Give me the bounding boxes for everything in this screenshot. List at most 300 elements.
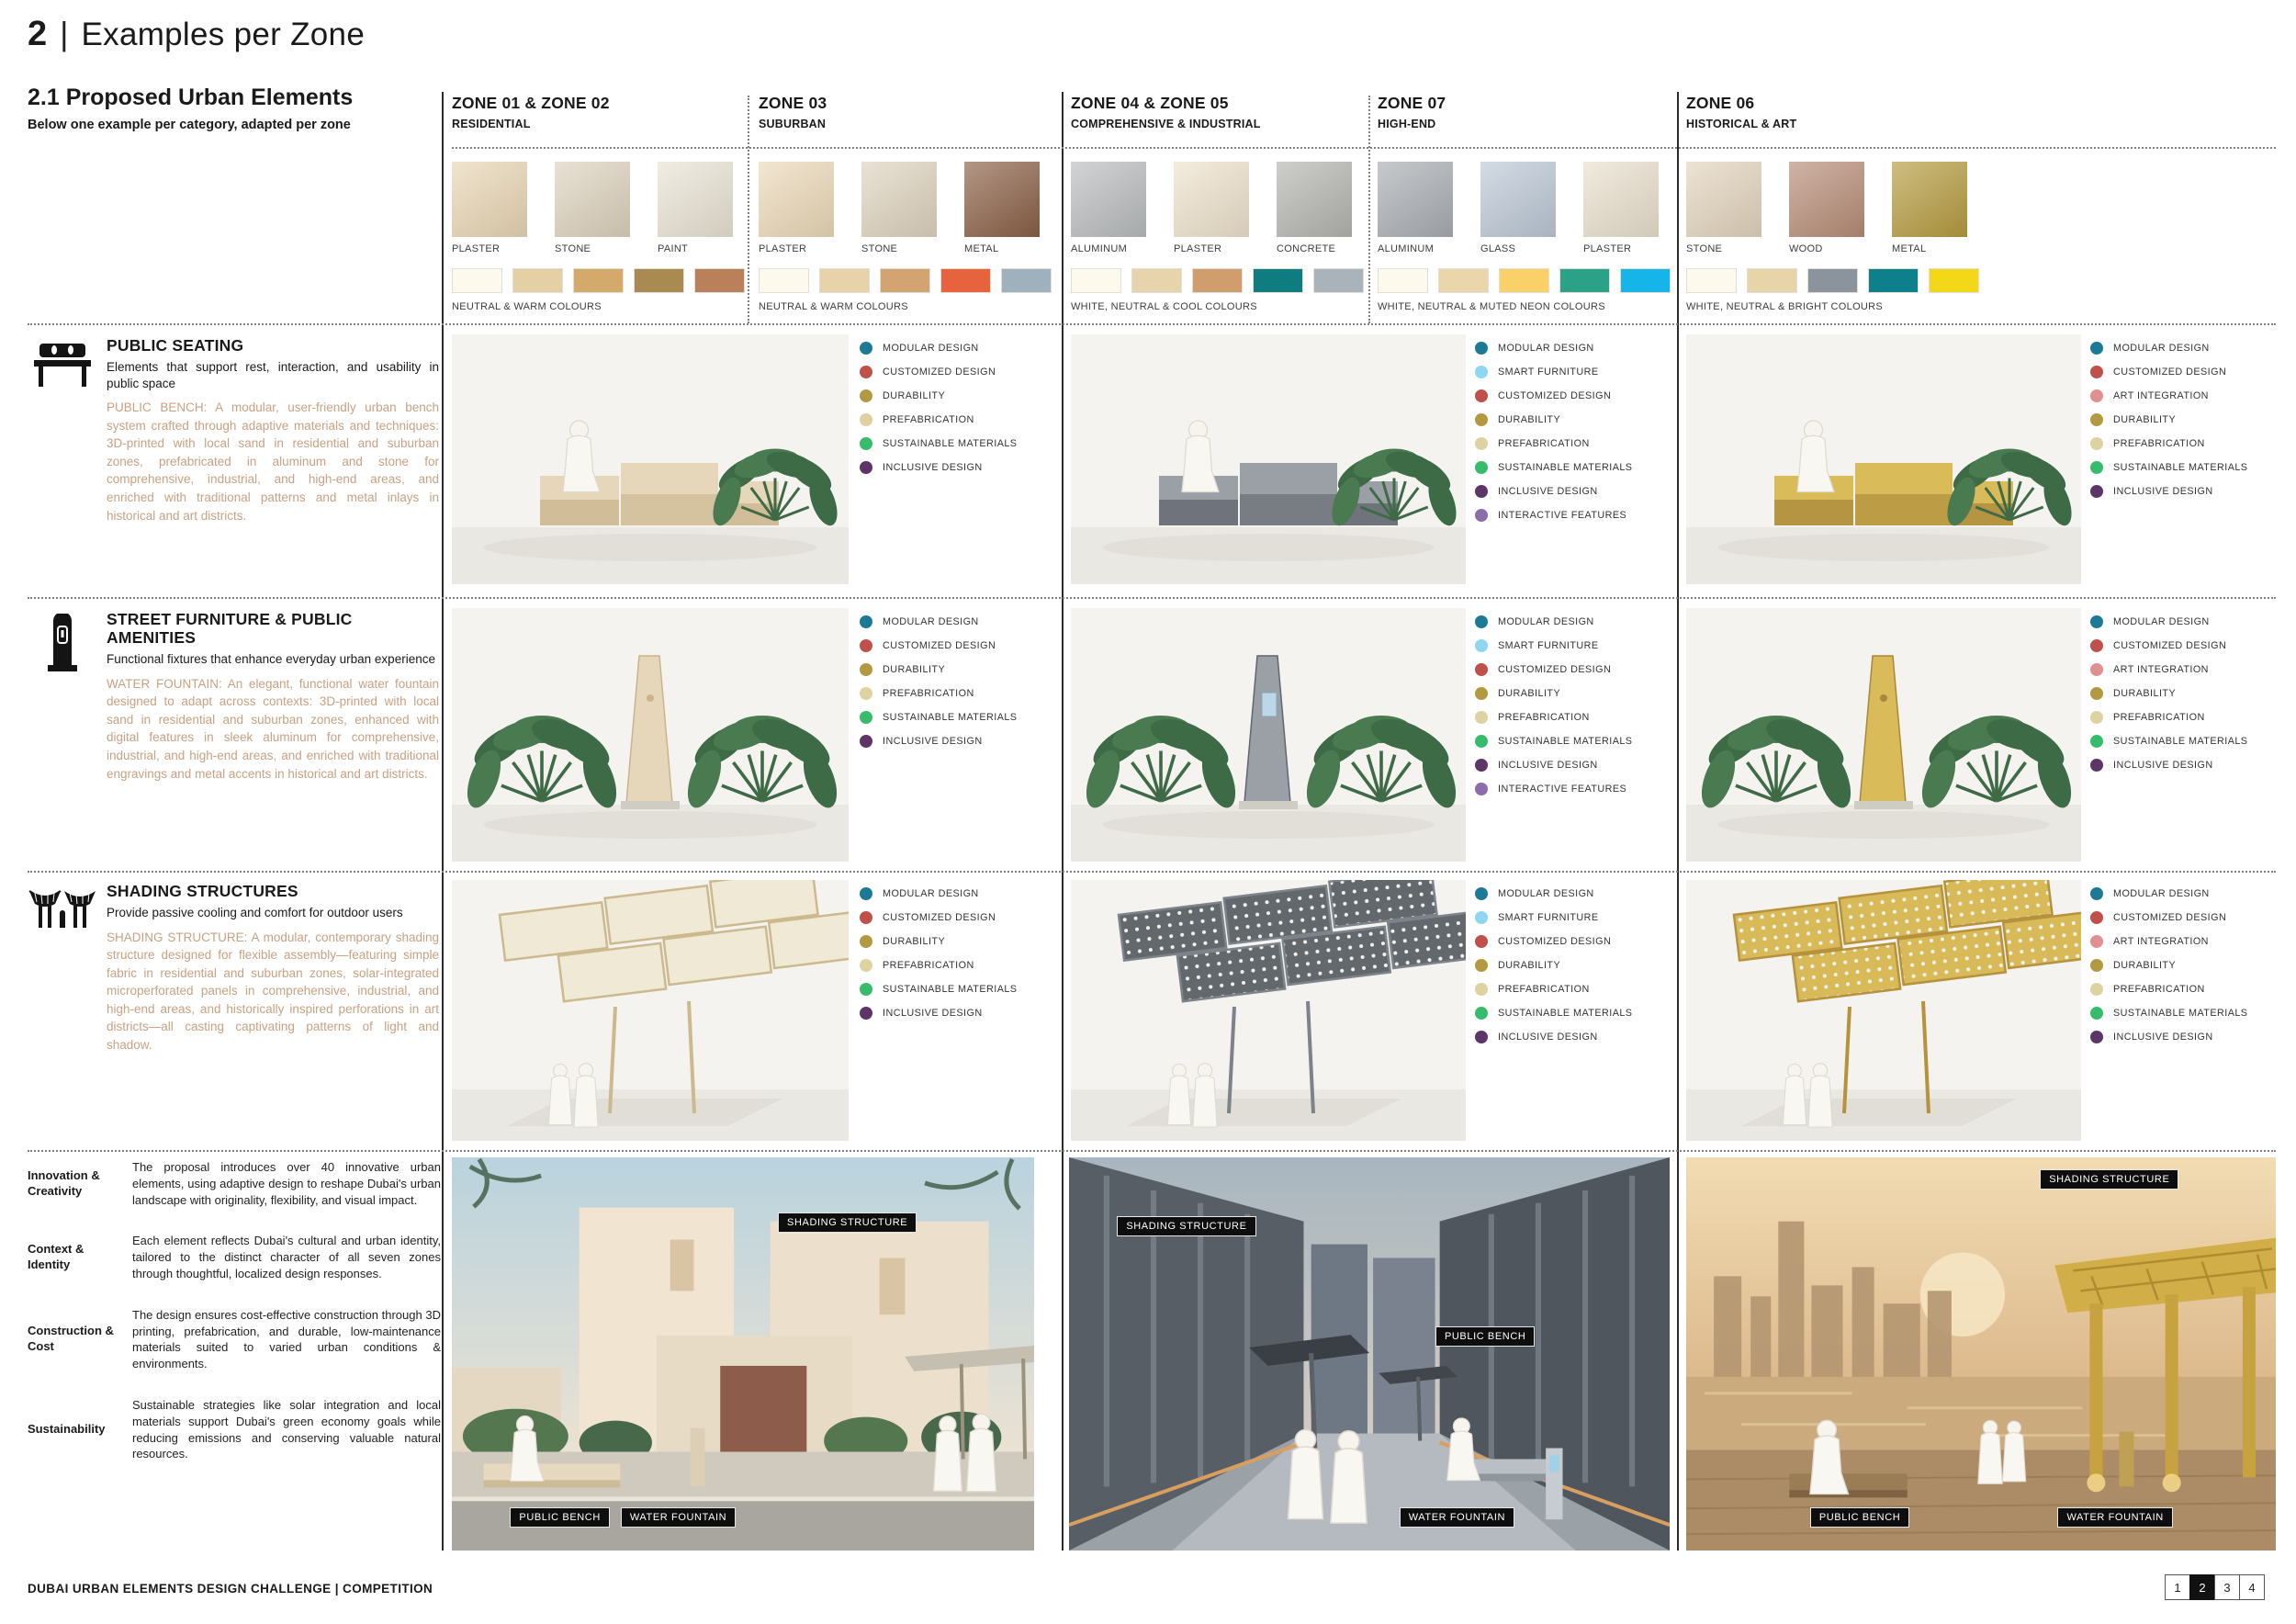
legend-label: SUSTAINABLE MATERIALS — [883, 984, 1018, 995]
legend-label: PREFABRICATION — [883, 688, 974, 699]
feature-legend — [1475, 342, 1686, 522]
legend-item — [1475, 509, 1686, 522]
legend-label: MODULAR DESIGN — [1498, 888, 1594, 899]
legend-label: SUSTAINABLE MATERIALS — [1498, 1008, 1633, 1019]
criteria-label: Sustainability — [28, 1422, 106, 1437]
legend-dot-icon — [1475, 615, 1488, 628]
legend-item — [1475, 1031, 1686, 1043]
legend-dot-icon — [860, 366, 872, 378]
legend-dot-icon — [2090, 935, 2103, 948]
zone-subtitle: SUBURBAN — [759, 118, 827, 130]
element-callout-label: PUBLIC BENCH — [1810, 1507, 1910, 1528]
criteria-item — [28, 1233, 441, 1281]
legend-dot-icon — [2090, 485, 2103, 498]
colour-palette — [759, 268, 1052, 293]
legend-item — [1475, 615, 1686, 628]
legend-dot-icon — [1475, 366, 1488, 378]
legend-label: PREFABRICATION — [1498, 712, 1590, 723]
legend-label: INCLUSIVE DESIGN — [2113, 760, 2213, 771]
criteria-label: Innovation & Creativity — [28, 1167, 100, 1198]
legend-dot-icon — [860, 687, 872, 700]
category-title: STREET FURNITURE & PUBLIC AMENITIES — [107, 610, 353, 648]
example-photo — [1686, 608, 2081, 862]
legend-item — [860, 366, 1071, 378]
legend-dot-icon — [1475, 1031, 1488, 1043]
category-block — [28, 610, 439, 783]
legend-label: DURABILITY — [2113, 414, 2177, 425]
criteria-item — [28, 1397, 441, 1462]
legend-dot-icon — [2090, 911, 2103, 924]
legend-item — [2090, 663, 2296, 676]
material-swatch-item — [1480, 162, 1556, 254]
vertical-divider — [1062, 92, 1064, 1551]
legend-label: ART INTEGRATION — [2113, 936, 2209, 947]
legend-item — [2090, 342, 2296, 355]
element-callout-label: WATER FOUNTAIN — [1400, 1507, 1514, 1528]
legend-label: INCLUSIVE DESIGN — [883, 1008, 983, 1019]
legend-label: CUSTOMIZED DESIGN — [1498, 936, 1612, 947]
legend-dot-icon — [2090, 983, 2103, 996]
colour-palette — [452, 268, 746, 293]
legend-label: PREFABRICATION — [883, 960, 974, 971]
palette-colour-chip — [512, 268, 563, 293]
legend-dot-icon — [860, 735, 872, 748]
legend-dot-icon — [1475, 639, 1488, 652]
example-photo — [452, 880, 849, 1141]
legend-label: INTERACTIVE FEATURES — [1498, 784, 1627, 795]
category-body — [107, 882, 439, 1054]
page-number-box[interactable]: 3 — [2214, 1574, 2240, 1600]
legend-label: SMART FURNITURE — [1498, 912, 1599, 923]
legend-item — [2090, 413, 2296, 426]
legend-label: MODULAR DESIGN — [2113, 343, 2210, 354]
material-label: METAL — [1892, 243, 1927, 254]
footer-text: DUBAI URBAN ELEMENTS DESIGN CHALLENGE | COMPETITION — [28, 1582, 433, 1596]
legend-label: CUSTOMIZED DESIGN — [2113, 640, 2227, 651]
legend-label: INCLUSIVE DESIGN — [2113, 486, 2213, 497]
legend-dot-icon — [1475, 389, 1488, 402]
legend-item — [2090, 959, 2296, 972]
legend-dot-icon — [860, 887, 872, 900]
palette-colour-chip — [1131, 268, 1182, 293]
legend-dot-icon — [1475, 911, 1488, 924]
legend-dot-icon — [860, 413, 872, 426]
legend-item — [1475, 437, 1686, 450]
feature-legend — [1475, 887, 1686, 1043]
material-texture-image — [964, 162, 1040, 237]
legend-label: MODULAR DESIGN — [883, 888, 979, 899]
legend-dot-icon — [1475, 509, 1488, 522]
legend-dot-icon — [1475, 935, 1488, 948]
material-texture-image — [658, 162, 733, 237]
legend-dot-icon — [860, 389, 872, 402]
legend-dot-icon — [860, 663, 872, 676]
horizontal-dotted-divider — [28, 597, 2276, 599]
page-number-box[interactable]: 2 — [2189, 1574, 2215, 1600]
legend-label: SUSTAINABLE MATERIALS — [2113, 1008, 2248, 1019]
vertical-dotted-divider — [1368, 96, 1370, 323]
zone-title: ZONE 07 — [1378, 94, 1446, 112]
legend-item — [2090, 437, 2296, 450]
legend-item — [2090, 983, 2296, 996]
colour-palette — [1686, 268, 1980, 293]
legend-item — [2090, 461, 2296, 474]
zone-title: ZONE 01 & ZONE 02 — [452, 94, 610, 112]
horizontal-dotted-divider — [28, 871, 2276, 873]
colour-palette — [1071, 268, 1365, 293]
material-swatch-item — [1071, 162, 1146, 254]
intro-heading: 2.1 Proposed Urban Elements — [28, 85, 354, 110]
legend-item — [860, 735, 1071, 748]
criteria-text: Sustainable strategies like solar integration and local materials support Dubai's green economy goals while reducing emissions and conserving valuable natural resources. — [132, 1397, 441, 1461]
palette-colour-chip — [1253, 268, 1303, 293]
legend-dot-icon — [2090, 1031, 2103, 1043]
legend-label: SUSTAINABLE MATERIALS — [883, 438, 1018, 449]
material-swatch-item — [1378, 162, 1453, 254]
legend-item — [1475, 485, 1686, 498]
legend-item — [1475, 887, 1686, 900]
palette-colour-chip — [819, 268, 870, 293]
legend-item — [860, 711, 1071, 724]
material-label: PAINT — [658, 243, 689, 254]
material-texture-image — [1583, 162, 1659, 237]
material-label: ALUMINUM — [1378, 243, 1435, 254]
legend-label: PREFABRICATION — [2113, 712, 2205, 723]
material-texture-image — [1378, 162, 1453, 237]
legend-item — [1475, 366, 1686, 378]
criteria-text: The proposal introduces over 40 innovative urban elements, using adaptive design to reshape Dubai's urban landscape with originality, flexibility, and visual impact. — [132, 1160, 441, 1207]
palette-colour-chip — [1807, 268, 1858, 293]
material-texture-image — [1480, 162, 1556, 237]
legend-label: PREFABRICATION — [1498, 984, 1590, 995]
legend-dot-icon — [860, 461, 872, 474]
page-number-box[interactable]: 4 — [2239, 1574, 2265, 1600]
page-title-text: Examples per Zone — [81, 17, 366, 52]
material-texture-image — [1277, 162, 1352, 237]
legend-label: CUSTOMIZED DESIGN — [883, 640, 996, 651]
legend-item — [2090, 935, 2296, 948]
legend-label: INCLUSIVE DESIGN — [883, 736, 983, 747]
legend-dot-icon — [1475, 959, 1488, 972]
feature-legend — [860, 342, 1071, 474]
horizontal-dotted-divider — [28, 1150, 2276, 1152]
legend-dot-icon — [2090, 461, 2103, 474]
legend-label: SMART FURNITURE — [1498, 640, 1599, 651]
criteria-text: The design ensures cost-effective construction through 3D printing, prefabrication, and durable, low-maintenance materials suited to varied urban conditions & environments. — [132, 1307, 441, 1371]
legend-dot-icon — [860, 1007, 872, 1020]
legend-dot-icon — [2090, 366, 2103, 378]
material-swatches — [1071, 162, 1365, 254]
legend-item — [860, 413, 1071, 426]
legend-item — [1475, 663, 1686, 676]
legend-item — [1475, 911, 1686, 924]
material-texture-image — [452, 162, 527, 237]
legend-label: MODULAR DESIGN — [1498, 343, 1594, 354]
legend-dot-icon — [1475, 437, 1488, 450]
zone-column — [1378, 94, 1671, 312]
legend-label: MODULAR DESIGN — [883, 616, 979, 627]
legend-dot-icon — [1475, 887, 1488, 900]
palette-label: WHITE, NEUTRAL & MUTED NEON COLOURS — [1378, 301, 1605, 312]
legend-item — [860, 687, 1071, 700]
legend-dot-icon — [1475, 983, 1488, 996]
legend-label: SUSTAINABLE MATERIALS — [2113, 462, 2248, 473]
legend-dot-icon — [2090, 413, 2103, 426]
palette-label: WHITE, NEUTRAL & BRIGHT COLOURS — [1686, 301, 1884, 312]
legend-item — [2090, 615, 2296, 628]
material-label: WOOD — [1789, 243, 1823, 254]
feature-legend — [2090, 887, 2296, 1043]
element-callout-label: SHADING STRUCTURE — [778, 1212, 917, 1233]
legend-dot-icon — [1475, 1007, 1488, 1020]
material-swatch-item — [1789, 162, 1864, 254]
example-photo — [1071, 608, 1466, 862]
palette-colour-chip — [573, 268, 624, 293]
legend-dot-icon — [2090, 759, 2103, 772]
palette-label: NEUTRAL & WARM COLOURS — [759, 301, 908, 312]
legend-item — [860, 959, 1071, 972]
zone-column — [1686, 94, 1980, 312]
legend-item — [1475, 935, 1686, 948]
legend-item — [860, 342, 1071, 355]
material-swatches — [1686, 162, 1980, 254]
criteria-item — [28, 1307, 441, 1372]
legend-item — [860, 935, 1071, 948]
legend-label: CUSTOMIZED DESIGN — [1498, 390, 1612, 401]
criteria-item — [28, 1159, 441, 1208]
legend-item — [860, 1007, 1071, 1020]
intro-subheading: Below one example per category, adapted per zone — [28, 118, 351, 132]
palette-colour-chip — [1499, 268, 1549, 293]
feature-legend — [2090, 615, 2296, 772]
element-callout-label: WATER FOUNTAIN — [2057, 1507, 2172, 1528]
material-swatches — [759, 162, 1052, 254]
legend-dot-icon — [1475, 461, 1488, 474]
section-number: 2 — [28, 15, 48, 53]
palette-label: NEUTRAL & WARM COLOURS — [452, 301, 602, 312]
material-swatch-item — [1277, 162, 1352, 254]
vertical-divider — [442, 92, 444, 1551]
legend-dot-icon — [2090, 1007, 2103, 1020]
legend-label: DURABILITY — [2113, 960, 2177, 971]
legend-item — [1475, 783, 1686, 795]
material-texture-image — [861, 162, 937, 237]
example-photo — [1686, 880, 2081, 1141]
zone-title: ZONE 04 & ZONE 05 — [1071, 94, 1229, 112]
context-render-image — [452, 1157, 1034, 1551]
legend-label: CUSTOMIZED DESIGN — [883, 912, 996, 923]
material-texture-image — [1686, 162, 1761, 237]
example-photo — [1686, 334, 2081, 584]
legend-label: PREFABRICATION — [2113, 984, 2205, 995]
colour-palette — [1378, 268, 1671, 293]
legend-item — [1475, 983, 1686, 996]
legend-item — [2090, 687, 2296, 700]
legend-label: CUSTOMIZED DESIGN — [883, 367, 996, 378]
legend-dot-icon — [860, 935, 872, 948]
example-photo — [452, 608, 849, 862]
legend-dot-icon — [1475, 687, 1488, 700]
zone-subtitle: COMPREHENSIVE & INDUSTRIAL — [1071, 118, 1261, 130]
palette-colour-chip — [1868, 268, 1919, 293]
material-label: METAL — [964, 243, 999, 254]
category-body — [107, 336, 439, 524]
category-block — [28, 882, 439, 1054]
water-fountain-icon — [28, 610, 97, 783]
zone-subtitle: RESIDENTIAL — [452, 118, 531, 130]
material-label: STONE — [555, 243, 591, 254]
element-callout-label: PUBLIC BENCH — [510, 1507, 610, 1528]
palette-colour-chip — [1313, 268, 1364, 293]
legend-item — [1475, 1007, 1686, 1020]
legend-label: CUSTOMIZED DESIGN — [2113, 912, 2227, 923]
material-swatch-item — [1174, 162, 1249, 254]
category-title: SHADING STRUCTURES — [107, 882, 298, 900]
palette-label: WHITE, NEUTRAL & COOL COLOURS — [1071, 301, 1257, 312]
legend-item — [1475, 639, 1686, 652]
legend-label: PREFABRICATION — [1498, 438, 1590, 449]
material-texture-image — [1789, 162, 1864, 237]
legend-label: CUSTOMIZED DESIGN — [1498, 664, 1612, 675]
category-title: PUBLIC SEATING — [107, 336, 244, 355]
category-detail: PUBLIC BENCH: A modular, user-friendly urban bench system crafted through adaptive materials and techniques: 3D-printed with local sand in residential and suburban zones, prefabricated in aluminum and stone for comprehensive, industrial, and high-end areas, and enriched with traditional patterns and metal inlays in historical and art districts. — [107, 400, 439, 523]
feature-legend — [860, 615, 1071, 748]
legend-item — [1475, 342, 1686, 355]
legend-dot-icon — [2090, 639, 2103, 652]
palette-colour-chip — [940, 268, 991, 293]
legend-item — [2090, 911, 2296, 924]
legend-item — [2090, 389, 2296, 402]
bench-icon — [28, 336, 97, 524]
page-selector — [2166, 1574, 2265, 1600]
legend-dot-icon — [2090, 735, 2103, 748]
material-texture-image — [1892, 162, 1967, 237]
legend-item — [1475, 413, 1686, 426]
vertical-dotted-divider — [748, 96, 749, 323]
page-title — [28, 15, 365, 54]
legend-dot-icon — [1475, 735, 1488, 748]
category-body — [107, 610, 439, 783]
element-callout-label: WATER FOUNTAIN — [621, 1507, 736, 1528]
legend-label: DURABILITY — [1498, 960, 1561, 971]
legend-label: SUSTAINABLE MATERIALS — [2113, 736, 2248, 747]
material-swatch-item — [1892, 162, 1967, 254]
material-swatch-item — [658, 162, 733, 254]
legend-item — [2090, 887, 2296, 900]
criteria-label: Construction & Cost — [28, 1324, 114, 1354]
legend-label: ART INTEGRATION — [2113, 390, 2209, 401]
title-divider: | — [60, 15, 69, 52]
material-label: PLASTER — [759, 243, 807, 254]
element-callout-label: PUBLIC BENCH — [1435, 1326, 1536, 1347]
legend-item — [860, 887, 1071, 900]
legend-label: INCLUSIVE DESIGN — [1498, 486, 1598, 497]
category-detail: SHADING STRUCTURE: A modular, contemporary shading structure designed for flexible assembly—featuring simple fabric in residential and suburban zones, solar-integrated microperforated panels in comprehensive, industrial, and high-end areas, and historically inspired perforations in art districts—all casting captivating patterns of light and shadow. — [107, 930, 439, 1053]
legend-dot-icon — [860, 437, 872, 450]
legend-label: MODULAR DESIGN — [883, 343, 979, 354]
legend-label: MODULAR DESIGN — [2113, 888, 2210, 899]
legend-item — [860, 983, 1071, 996]
feature-legend — [1475, 615, 1686, 795]
legend-item — [1475, 389, 1686, 402]
element-callout-label: SHADING STRUCTURE — [1117, 1216, 1255, 1236]
material-label: PLASTER — [1174, 243, 1222, 254]
legend-item — [2090, 759, 2296, 772]
legend-label: CUSTOMIZED DESIGN — [2113, 367, 2227, 378]
legend-dot-icon — [1475, 711, 1488, 724]
material-texture-image — [1174, 162, 1249, 237]
legend-item — [860, 437, 1071, 450]
material-swatch-item — [759, 162, 834, 254]
legend-label: SMART FURNITURE — [1498, 367, 1599, 378]
legend-item — [2090, 735, 2296, 748]
material-swatches — [452, 162, 746, 254]
legend-item — [1475, 461, 1686, 474]
material-label: STONE — [1686, 243, 1723, 254]
palette-colour-chip — [452, 268, 502, 293]
legend-dot-icon — [1475, 783, 1488, 795]
legend-label: INCLUSIVE DESIGN — [1498, 1032, 1598, 1043]
legend-label: INCLUSIVE DESIGN — [2113, 1032, 2213, 1043]
legend-dot-icon — [1475, 663, 1488, 676]
legend-item — [1475, 959, 1686, 972]
legend-dot-icon — [2090, 887, 2103, 900]
legend-dot-icon — [2090, 342, 2103, 355]
category-block — [28, 336, 439, 524]
legend-item — [2090, 1031, 2296, 1043]
legend-label: INTERACTIVE FEATURES — [1498, 510, 1627, 521]
material-texture-image — [759, 162, 834, 237]
legend-dot-icon — [2090, 687, 2103, 700]
legend-label: INCLUSIVE DESIGN — [1498, 760, 1598, 771]
legend-item — [1475, 735, 1686, 748]
legend-label: DURABILITY — [883, 936, 946, 947]
legend-label: DURABILITY — [2113, 688, 2177, 699]
palette-colour-chip — [1071, 268, 1121, 293]
vertical-divider — [1677, 92, 1679, 1551]
legend-label: PREFABRICATION — [883, 414, 974, 425]
legend-dot-icon — [860, 911, 872, 924]
zone-subtitle: HISTORICAL & ART — [1686, 118, 1797, 130]
page-number-box[interactable]: 1 — [2165, 1574, 2190, 1600]
category-description: Functional fixtures that enhance everyday urban experience — [107, 652, 435, 667]
intro-block — [28, 85, 432, 132]
legend-dot-icon — [2090, 663, 2103, 676]
feature-legend — [2090, 342, 2296, 498]
legend-item — [2090, 639, 2296, 652]
legend-dot-icon — [1475, 485, 1488, 498]
legend-item — [860, 461, 1071, 474]
criteria-text: Each element reflects Dubai's cultural and urban identity, tailored to the distinct character of all seven zones through thoughtful, localized design responses. — [132, 1234, 441, 1280]
legend-dot-icon — [860, 639, 872, 652]
material-swatch-item — [1686, 162, 1761, 254]
legend-label: MODULAR DESIGN — [2113, 616, 2210, 627]
material-swatch-item — [452, 162, 527, 254]
palette-colour-chip — [1559, 268, 1610, 293]
legend-item — [1475, 759, 1686, 772]
material-swatch-item — [1583, 162, 1659, 254]
legend-item — [1475, 711, 1686, 724]
legend-dot-icon — [1475, 759, 1488, 772]
zone-title: ZONE 06 — [1686, 94, 1755, 112]
material-swatch-item — [555, 162, 630, 254]
category-description: Provide passive cooling and comfort for outdoor users — [107, 906, 403, 920]
horizontal-dotted-divider — [28, 323, 2276, 325]
palette-colour-chip — [1438, 268, 1489, 293]
legend-label: ART INTEGRATION — [2113, 664, 2209, 675]
material-label: CONCRETE — [1277, 243, 1336, 254]
category-description: Elements that support rest, interaction, and usability in public space — [107, 360, 439, 390]
